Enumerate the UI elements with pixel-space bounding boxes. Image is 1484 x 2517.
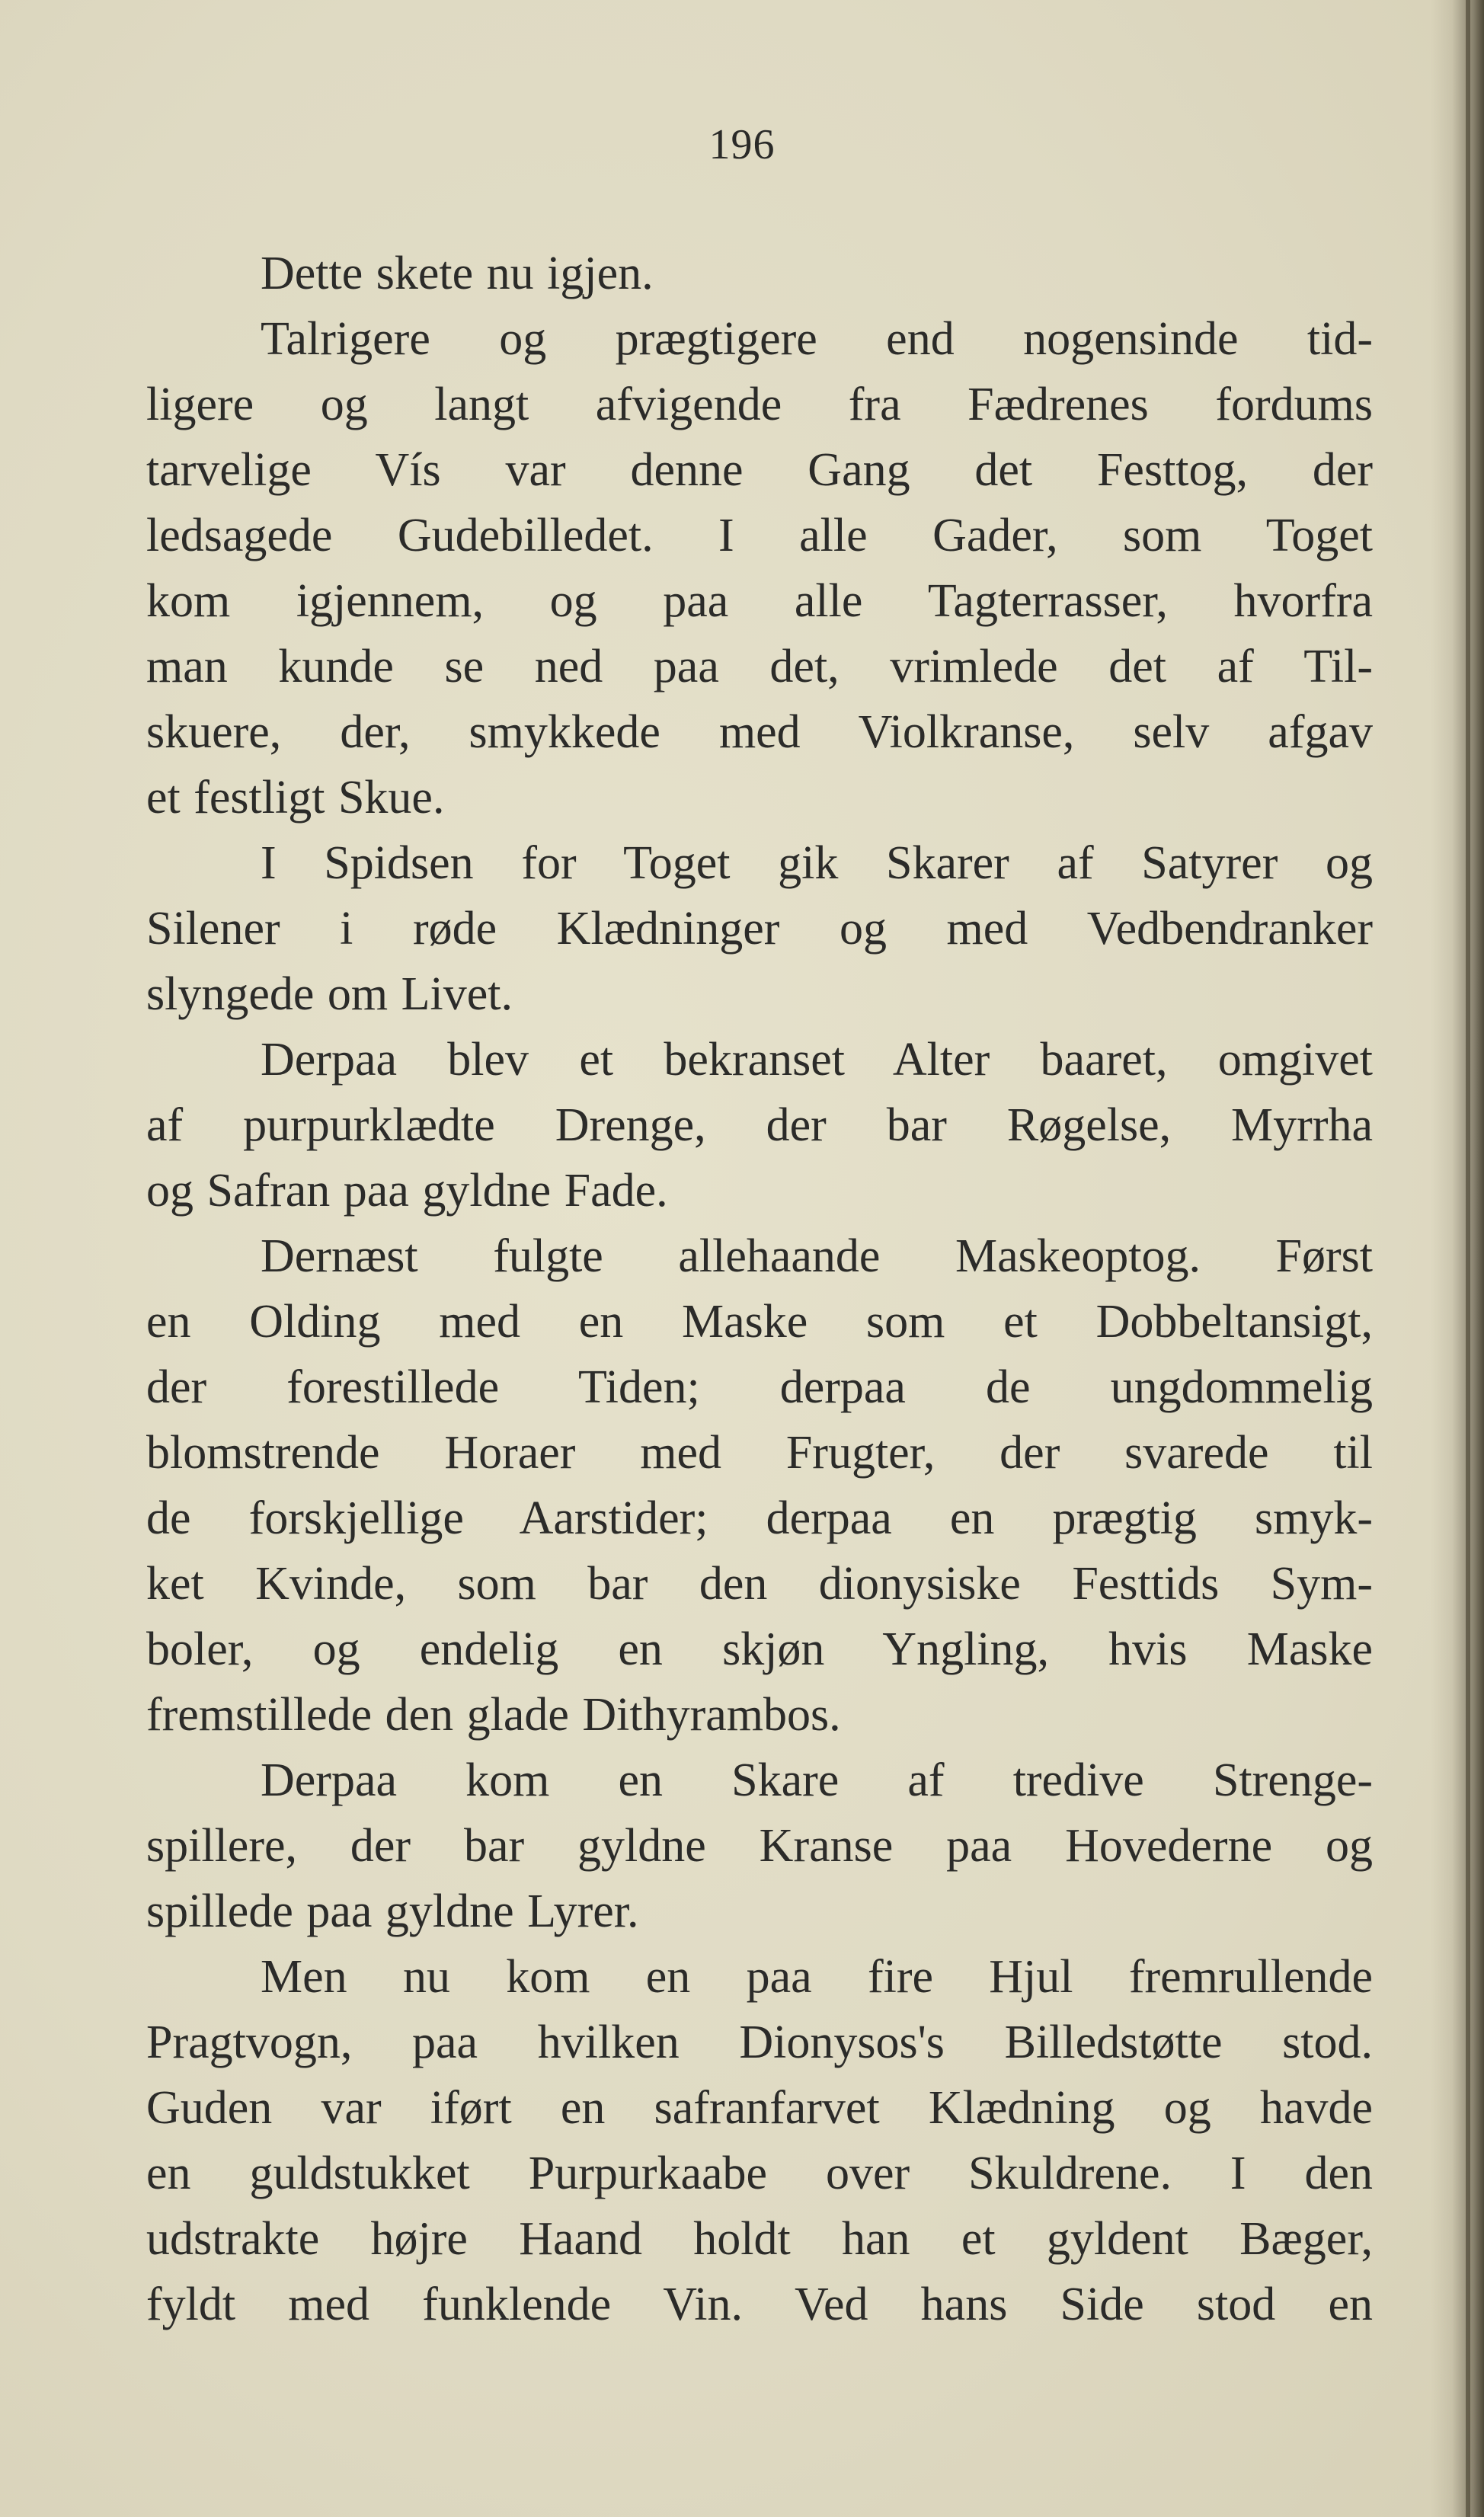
text-line: Talrigere og prægtigere end nogensinde tid-: [261, 313, 1373, 365]
text-line: af purpurklædte Drenge, der bar Røgelse, Myrrha: [146, 1099, 1373, 1151]
text-line: kom igjennem, og paa alle Tagterrasser, hvorfra: [146, 575, 1373, 627]
text-line: Dernæst fulgte allehaande Maskeoptog. Først: [261, 1230, 1373, 1282]
body-text: [146, 241, 1373, 2337]
text-line: udstrakte højre Haand holdt han et gyldent Bæger,: [146, 2213, 1373, 2265]
text-line: Derpaa kom en Skare af tredive Strenge-: [261, 1754, 1373, 1806]
text-line: Pragtvogn, paa hvilken Dionysos's Billedstøtte stod.: [146, 2016, 1373, 2068]
text-line: fremstillede den glade Dithyrambos.: [146, 1689, 841, 1741]
text-line: spillere, der bar gyldne Kranse paa Hovederne og: [146, 1820, 1373, 1872]
page-number: 196: [708, 121, 776, 168]
text-line: en Olding med en Maske som et Dobbeltansigt,: [146, 1296, 1373, 1348]
text-line: boler, og endelig en skjøn Yngling, hvis Maske: [146, 1623, 1373, 1675]
text-line: Silener i røde Klædninger og med Vedbendranker: [146, 903, 1373, 955]
text-line: Men nu kom en paa fire Hjul fremrullende: [261, 1951, 1373, 2003]
text-line: ligere og langt afvigende fra Fædrenes fordums: [146, 379, 1373, 430]
text-line: de forskjellige Aarstider; derpaa en prægtig smyk-: [146, 1492, 1373, 1544]
text-line: spillede paa gyldne Lyrer.: [146, 1885, 639, 1937]
text-line: ket Kvinde, som bar den dionysiske Festtids Sym-: [146, 1558, 1373, 1610]
page-edge-line: [1466, 0, 1470, 2517]
text-line: blomstrende Horaer med Frugter, der svarede til: [146, 1427, 1373, 1479]
text-line: ledsagede Gudebilledet. I alle Gader, som Toget: [146, 510, 1373, 561]
text-line: Derpaa blev et bekranset Alter baaret, omgivet: [261, 1034, 1373, 1086]
text-line: man kunde se ned paa det, vrimlede det af Til-: [146, 641, 1373, 692]
text-line: Dette skete nu igjen.: [261, 248, 654, 299]
text-line: I Spidsen for Toget gik Skarer af Satyrer og: [261, 837, 1373, 889]
text-line: en guldstukket Purpurkaabe over Skuldrene. I den: [146, 2148, 1373, 2199]
text-line: slyngede om Livet.: [146, 968, 513, 1020]
text-line: tarvelige Vís var denne Gang det Festtog, der: [146, 444, 1373, 496]
text-line: et festligt Skue.: [146, 772, 445, 824]
page-edge-shadow: [1431, 0, 1484, 2517]
text-line: Guden var iført en safranfarvet Klædning og havde: [146, 2082, 1373, 2134]
text-line: der forestillede Tiden; derpaa de ungdommelig: [146, 1361, 1373, 1413]
text-line: og Safran paa gyldne Fade.: [146, 1165, 668, 1217]
text-line: skuere, der, smykkede med Violkranse, selv afgav: [146, 706, 1373, 758]
text-line: fyldt med funklende Vin. Ved hans Side stod en: [146, 2279, 1373, 2330]
